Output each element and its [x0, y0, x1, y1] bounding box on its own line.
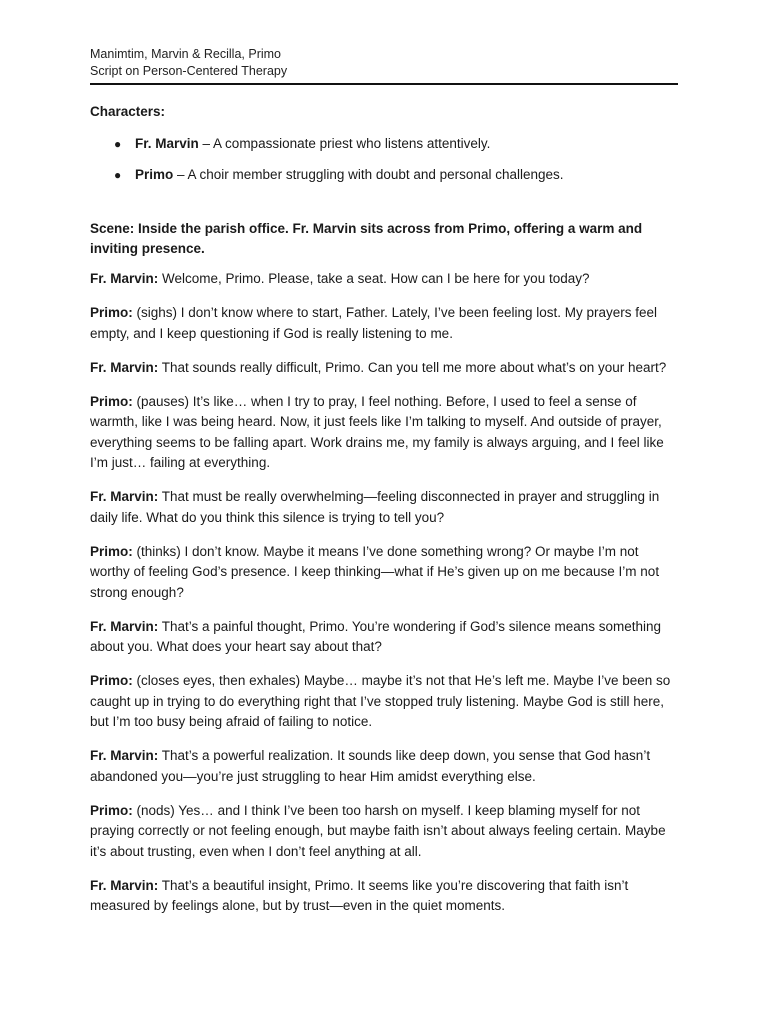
- dialogue-line: [90, 542, 678, 604]
- speaker-name: Fr. Marvin:: [90, 359, 159, 375]
- character-item-primo: [90, 165, 678, 185]
- dialogue-line: [90, 303, 678, 344]
- dialogue-line: [90, 671, 678, 733]
- dialogue-line: [90, 487, 678, 528]
- speaker-name: Fr. Marvin:: [90, 618, 159, 634]
- dialogue-line: [90, 746, 678, 787]
- dialogue-text: (thinks) I don’t know. Maybe it means I’ve done something wrong? Or maybe I’m not worthy of feeling God’s presence. I keep thinking—what if He’s given up on me because I’m not strong enough?: [90, 543, 660, 600]
- speaker-name: Primo:: [90, 802, 133, 818]
- characters-heading: Characters:: [90, 104, 166, 119]
- speaker-name: Primo:: [90, 305, 133, 320]
- speaker-name: Fr. Marvin:: [90, 877, 159, 893]
- dialogue-line: [90, 876, 678, 917]
- dialogue-line: [90, 392, 678, 474]
- dialogue-text: That sounds really difficult, Primo. Can you tell me more about what’s on your heart?: [158, 359, 667, 375]
- dialogue-text: That’s a beautiful insight, Primo. It seems like you’re discovering that faith isn’t measured by feelings alone, but by trust—even in the quiet moments.: [90, 877, 629, 913]
- speaker-name: Primo:: [90, 393, 133, 409]
- characters-list: [90, 134, 678, 185]
- dialogue-text: Welcome, Primo. Please, take a seat. How can I be here for you today?: [158, 271, 590, 286]
- speaker-name: Primo:: [90, 673, 133, 688]
- dialogue-text: That’s a painful thought, Primo. You’re wondering if God’s silence means something about you. What does your heart say about that?: [90, 618, 662, 654]
- header-authors: Manimtim, Marvin & Recilla, Primo: [90, 47, 282, 61]
- dialogue-line: [90, 617, 678, 658]
- character-description: – A choir member struggling with doubt and personal challenges.: [173, 167, 564, 182]
- dialogue-text: (pauses) It’s like… when I try to pray, I feel nothing. Before, I used to feel a sense of warmth, like I was being heard. Now, it just feels like I’m talking to myself. And outside of prayer, everything seems to be falling apart. Work drains me, my family is always arguing, and I feel like I’m just… failing at everything.: [90, 393, 664, 470]
- character-name: Primo: [135, 167, 174, 182]
- speaker-name: Fr. Marvin:: [90, 748, 159, 763]
- dialogue-line: [90, 801, 678, 863]
- character-description: – A compassionate priest who listens attentively.: [198, 136, 491, 151]
- document-page: [90, 0, 678, 927]
- dialogue-text: (closes eyes, then exhales) Maybe… maybe it’s not that He’s left me. Maybe I’ve been so caught up in trying to do everything right that I’ve stopped truly listening. Maybe God is still here, but I’m too busy being afraid of failing to notice.: [90, 673, 671, 729]
- dialogue-line: [90, 358, 678, 379]
- page-header: [90, 0, 678, 80]
- dialogue: [90, 269, 678, 917]
- header-subtitle: Script on Person-Centered Therapy: [90, 64, 288, 78]
- bullet-icon: ●: [114, 137, 122, 151]
- bullet-icon: ●: [114, 168, 122, 182]
- dialogue-text: That’s a powerful realization. It sounds like deep down, you sense that God hasn’t abandoned you—you’re just struggling to hear Him amidst everything else.: [90, 748, 651, 784]
- dialogue-text: That must be really overwhelming—feeling disconnected in prayer and struggling in daily life. What do you think this silence is trying to tell you?: [90, 489, 660, 525]
- dialogue-text: (nods) Yes… and I think I’ve been too harsh on myself. I keep blaming myself for not praying correctly or not feeling enough, but maybe faith isn’t about always feeling certain. Maybe it’s about trusting, even when I don’t feel anything at all.: [90, 802, 666, 859]
- speaker-name: Primo:: [90, 543, 133, 559]
- scene-description: Scene: Inside the parish office. Fr. Marvin sits across from Primo, offering a warm and inviting presence.: [90, 221, 643, 256]
- speaker-name: Fr. Marvin:: [90, 489, 159, 504]
- character-name: Fr. Marvin: [135, 136, 199, 151]
- speaker-name: Fr. Marvin:: [90, 271, 159, 286]
- character-item-marvin: [90, 134, 678, 154]
- dialogue-text: (sighs) I don’t know where to start, Father. Lately, I’ve been feeling lost. My prayers feel empty, and I keep questioning if God is really listening to me.: [90, 305, 658, 341]
- header-divider: [90, 83, 678, 85]
- dialogue-line: [90, 269, 678, 290]
